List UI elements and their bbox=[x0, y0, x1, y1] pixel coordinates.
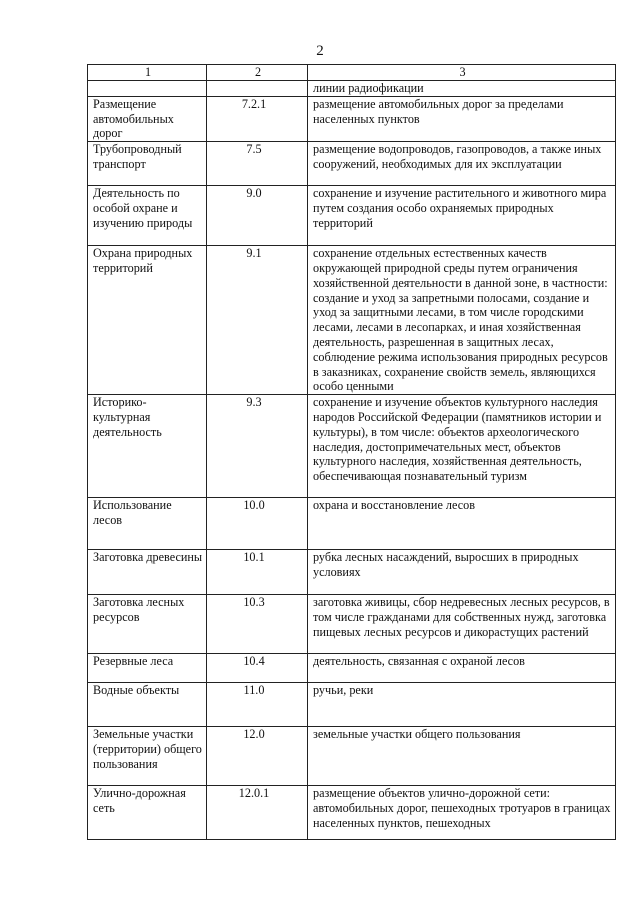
land-use-description: размещение объектов улично-дорожной сети: автомобильных дорог, пешеходных тротуаров в границах населенных пунктов, пешеходных bbox=[313, 786, 611, 830]
land-use-name: Использование лесов bbox=[93, 498, 172, 527]
land-use-name: Водные объекты bbox=[93, 683, 180, 698]
table-row bbox=[88, 654, 616, 683]
land-use-code-cell bbox=[207, 395, 308, 498]
land-use-description-cell bbox=[308, 96, 616, 141]
land-use-description: деятельность, связанная с охраной лесов bbox=[313, 654, 525, 669]
land-use-description: сохранение отдельных естественных качеств окружающей природной среды путем ограничения хозяйственной деятельности в данной зоне, в частности: создание и уход за запретными полосами, создание и уход за защитными лесами, в том числе городскими лесами, лесами в лесопарках, и иная хозяйственная деятельность, разрешенная в защитных лесах, соблюдение режима использования природных ресурсов в заказниках, сохранение свойств земель, являющихся особо ценными bbox=[313, 246, 608, 394]
table-row bbox=[88, 595, 616, 654]
table-row bbox=[88, 683, 616, 727]
land-use-code: 7.5 bbox=[246, 142, 262, 157]
land-use-name-cell bbox=[88, 654, 207, 683]
land-use-description-cell bbox=[308, 550, 616, 595]
land-use-description-cell bbox=[308, 595, 616, 654]
land-use-table bbox=[87, 64, 616, 840]
table-row bbox=[88, 727, 616, 786]
table-row bbox=[88, 142, 616, 186]
land-use-description: земельные участки общего пользования bbox=[313, 727, 521, 742]
land-use-code-cell bbox=[207, 186, 308, 246]
land-use-code-cell bbox=[207, 96, 308, 141]
land-use-name-cell bbox=[88, 498, 207, 550]
land-use-name: Размещение автомобильных дорог bbox=[93, 96, 174, 141]
land-use-description-cell bbox=[308, 498, 616, 550]
land-use-name: Деятельность по особой охране и изучению природы bbox=[93, 186, 193, 230]
land-use-description: ручьи, реки bbox=[313, 683, 374, 698]
table-row bbox=[88, 395, 616, 498]
header-col-3: 3 bbox=[308, 65, 616, 81]
land-use-code: 10.0 bbox=[243, 498, 265, 513]
land-use-description-cell bbox=[308, 81, 616, 97]
land-use-code-cell bbox=[207, 498, 308, 550]
land-use-name-cell bbox=[88, 142, 207, 186]
land-use-name: Резервные леса bbox=[93, 654, 174, 669]
land-use-code: 10.4 bbox=[243, 654, 265, 669]
land-use-description: размещение автомобильных дорог за пределами населенных пунктов bbox=[313, 96, 564, 126]
land-use-name: Заготовка лесных ресурсов bbox=[93, 595, 185, 624]
land-use-code-cell bbox=[207, 142, 308, 186]
land-use-code: 9.0 bbox=[246, 186, 262, 201]
land-use-description: линии радиофикации bbox=[313, 81, 424, 95]
land-use-description-cell bbox=[308, 727, 616, 786]
land-use-description-cell bbox=[308, 786, 616, 840]
land-use-description-cell bbox=[308, 683, 616, 727]
land-use-code: 12.0 bbox=[243, 727, 265, 742]
table-row bbox=[88, 186, 616, 246]
land-use-code: 7.2.1 bbox=[241, 96, 267, 111]
land-use-name-cell bbox=[88, 683, 207, 727]
land-use-description-cell bbox=[308, 186, 616, 246]
land-use-description-cell bbox=[308, 395, 616, 498]
land-use-description-cell bbox=[308, 142, 616, 186]
land-use-name: Трубопроводный транспорт bbox=[93, 142, 182, 171]
table-row bbox=[88, 96, 616, 141]
land-use-code: 9.1 bbox=[246, 246, 262, 261]
land-use-description: размещение водопроводов, газопроводов, а также иных сооружений, необходимых для их эксплуатации bbox=[313, 142, 602, 171]
land-use-name: Охрана природных территорий bbox=[93, 246, 193, 275]
land-use-description-cell bbox=[308, 654, 616, 683]
land-use-description: охрана и восстановление лесов bbox=[313, 498, 475, 513]
table-row bbox=[88, 246, 616, 395]
header-col-2: 2 bbox=[207, 65, 308, 81]
land-use-name-cell bbox=[88, 550, 207, 595]
land-use-code-cell bbox=[207, 246, 308, 395]
land-use-description: заготовка живицы, сбор недревесных лесных ресурсов, в том числе гражданами для собственных нужд, заготовка пищевых лесных ресурсов и дикорастущих растений bbox=[313, 595, 610, 639]
land-use-code-cell bbox=[207, 727, 308, 786]
land-use-code-cell bbox=[207, 81, 308, 97]
table-row bbox=[88, 81, 616, 97]
table-row bbox=[88, 498, 616, 550]
land-use-code: 11.0 bbox=[243, 683, 265, 698]
land-use-description: сохранение и изучение объектов культурного наследия народов Российской Федерации (памятников истории и культуры), в том числе: объектов археологического наследия, достопримечательных мест, объектов культурного наследия, хозяйственная деятельность, обеспечивающая познавательный туризм bbox=[313, 395, 602, 484]
land-use-name: Земельные участки (территории) общего пользования bbox=[93, 727, 202, 771]
table-row bbox=[88, 550, 616, 595]
page-number: 2 bbox=[316, 43, 324, 59]
land-use-name: Заготовка древесины bbox=[93, 550, 203, 565]
land-use-name: Улично-дорожная сеть bbox=[93, 786, 186, 815]
table-header-row bbox=[88, 65, 616, 81]
land-use-name-cell bbox=[88, 786, 207, 840]
land-use-name-cell bbox=[88, 81, 207, 97]
land-use-code: 9.3 bbox=[246, 395, 262, 410]
land-use-code: 10.1 bbox=[243, 550, 265, 565]
land-use-name-cell bbox=[88, 595, 207, 654]
table-row bbox=[88, 786, 616, 840]
land-use-code-cell bbox=[207, 786, 308, 840]
land-use-description-cell bbox=[308, 246, 616, 395]
land-use-description: рубка лесных насаждений, выросших в природных условиях bbox=[313, 550, 579, 579]
land-use-code-cell bbox=[207, 550, 308, 595]
land-use-description: сохранение и изучение растительного и животного мира путем создания особо охраняемых природных территорий bbox=[313, 186, 607, 230]
land-use-name-cell bbox=[88, 246, 207, 395]
land-use-name-cell bbox=[88, 727, 207, 786]
land-use-name-cell bbox=[88, 96, 207, 141]
land-use-name: Историко-культурная деятельность bbox=[93, 395, 162, 439]
land-use-code-cell bbox=[207, 683, 308, 727]
land-use-name-cell bbox=[88, 395, 207, 498]
land-use-code: 10.3 bbox=[243, 595, 265, 610]
land-use-code-cell bbox=[207, 595, 308, 654]
header-col-1: 1 bbox=[88, 65, 207, 81]
land-use-code: 12.0.1 bbox=[238, 786, 270, 801]
land-use-code-cell bbox=[207, 654, 308, 683]
land-use-name-cell bbox=[88, 186, 207, 246]
